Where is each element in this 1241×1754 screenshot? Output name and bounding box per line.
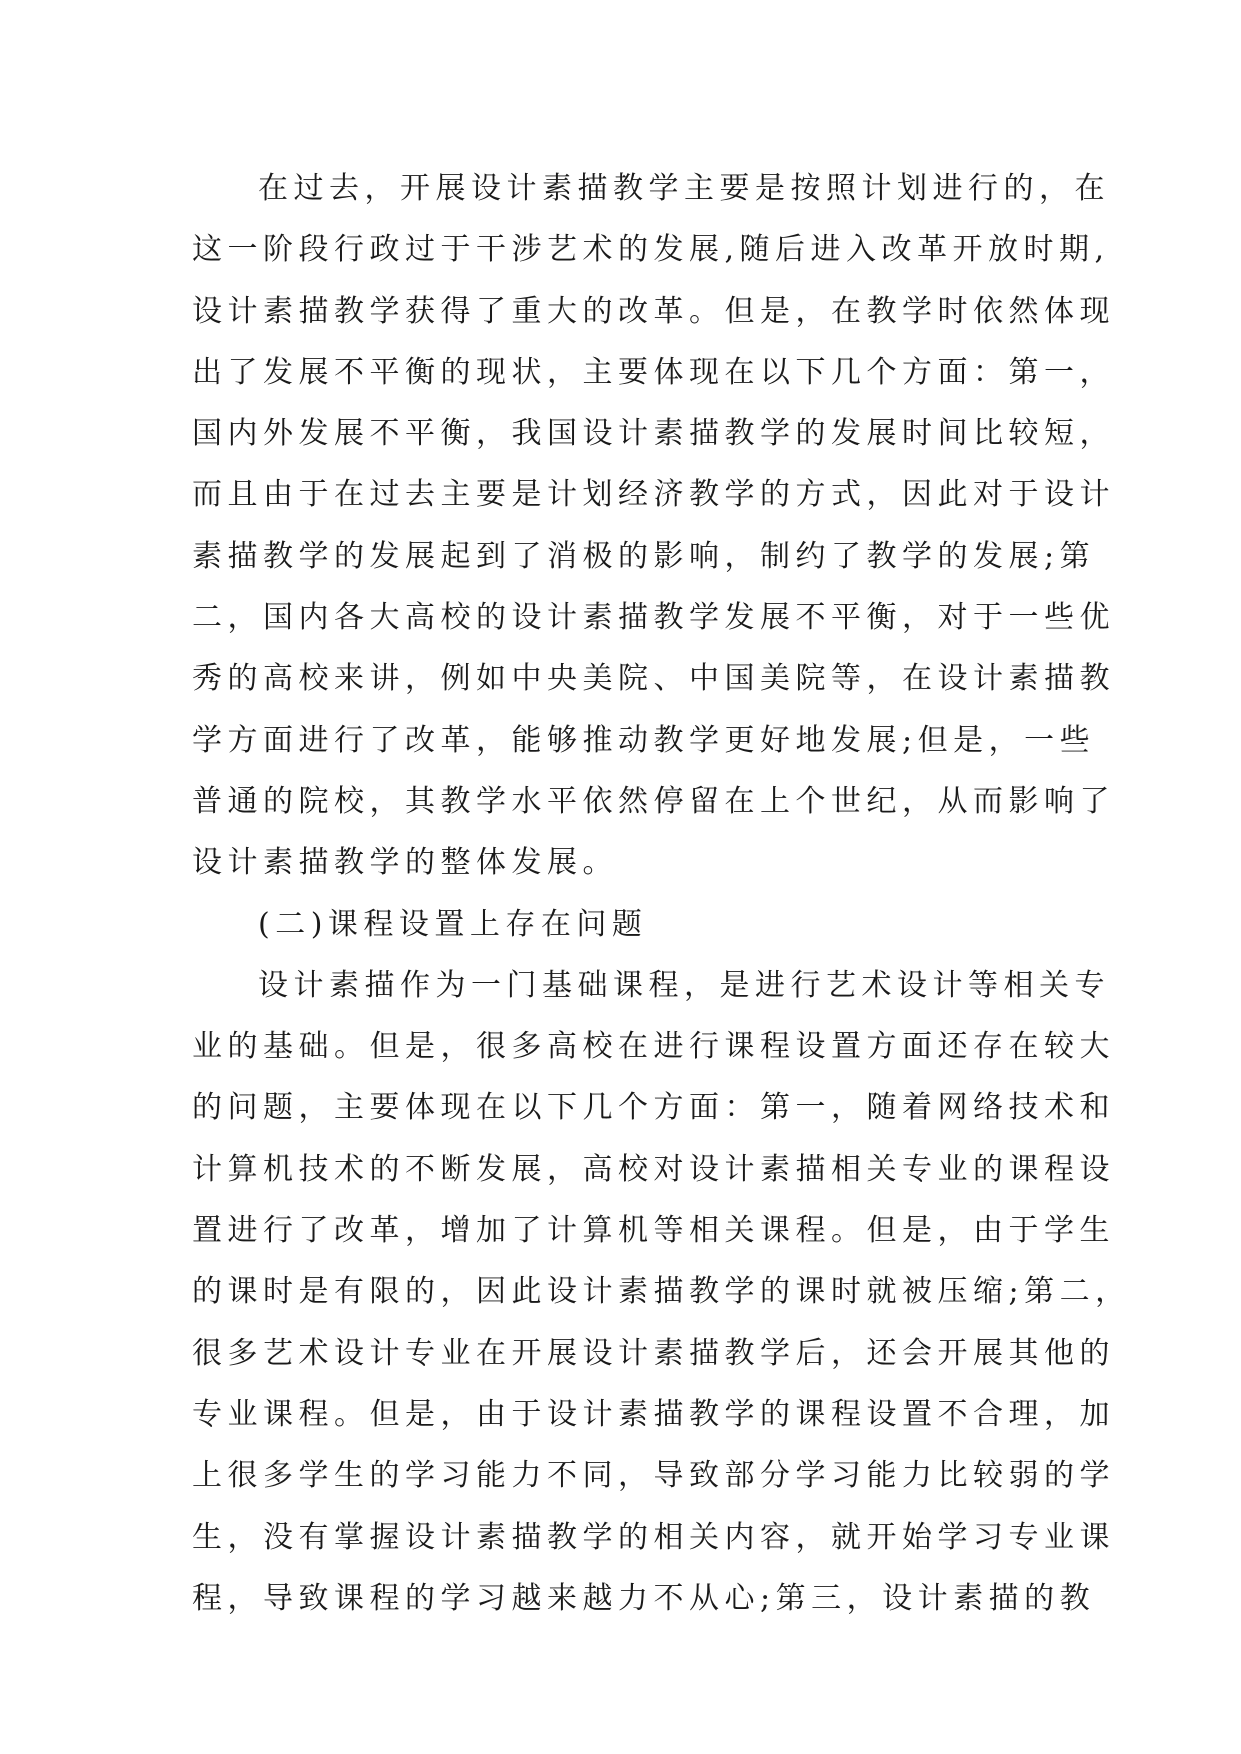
text-line: 素描教学的发展起到了消极的影响，制约了教学的发展;第 [192, 538, 1096, 574]
text-line: 二，国内各大高校的设计素描教学发展不平衡，对于一些优 [192, 600, 1115, 636]
paragraph-first-line: (二)课程设置上存在问题 [258, 906, 648, 942]
body-text [192, 158, 1131, 1629]
text-line: 学方面进行了改革，能够推动教学更好地发展;但是，一些 [192, 722, 1096, 758]
text-line: 秀的高校来讲，例如中央美院、中国美院等，在设计素描教 [192, 661, 1115, 697]
text-line: 普通的院校，其教学水平依然停留在上个世纪，从而影响了 [192, 783, 1115, 819]
text-line: 出了发展不平衡的现状，主要体现在以下几个方面：第一， [192, 354, 1115, 390]
text-line: 上很多学生的学习能力不同，导致部分学习能力比较弱的学 [192, 1458, 1115, 1494]
text-line: 计算机技术的不断发展，高校对设计素描相关专业的课程设 [192, 1151, 1115, 1187]
text-line: 国内外发展不平衡，我国设计素描教学的发展时间比较短， [192, 416, 1115, 452]
text-line: 生，没有掌握设计素描教学的相关内容，就开始学习专业课 [192, 1519, 1115, 1555]
text-line: 置进行了改革，增加了计算机等相关课程。但是，由于学生 [192, 1213, 1115, 1249]
paragraph-first-line: 设计素描作为一门基础课程，是进行艺术设计等相关专 [258, 967, 1110, 1003]
text-line: 这一阶段行政过于干涉艺术的发展,随后进入改革开放时期, [192, 232, 1110, 268]
text-line: 很多艺术设计专业在开展设计素描教学后，还会开展其他的 [192, 1335, 1115, 1371]
paragraph-first-line: 在过去，开展设计素描教学主要是按照计划进行的，在 [258, 171, 1110, 206]
text-line: 专业课程。但是，由于设计素描教学的课程设置不合理，加 [192, 1396, 1115, 1432]
text-line: 设计素描教学的整体发展。 [192, 845, 618, 881]
text-line: 设计素描教学获得了重大的改革。但是，在教学时依然体现 [192, 293, 1115, 329]
text-line: 程，导致课程的学习越来越力不从心;第三，设计素描的教 [192, 1580, 1096, 1616]
text-line: 业的基础。但是，很多高校在进行课程设置方面还存在较大 [192, 1029, 1115, 1065]
text-line: 的课时是有限的，因此设计素描教学的课时就被压缩;第二， [192, 1274, 1131, 1310]
text-line: 的问题，主要体现在以下几个方面：第一，随着网络技术和 [192, 1090, 1115, 1126]
text-line: 而且由于在过去主要是计划经济教学的方式，因此对于设计 [192, 477, 1115, 513]
